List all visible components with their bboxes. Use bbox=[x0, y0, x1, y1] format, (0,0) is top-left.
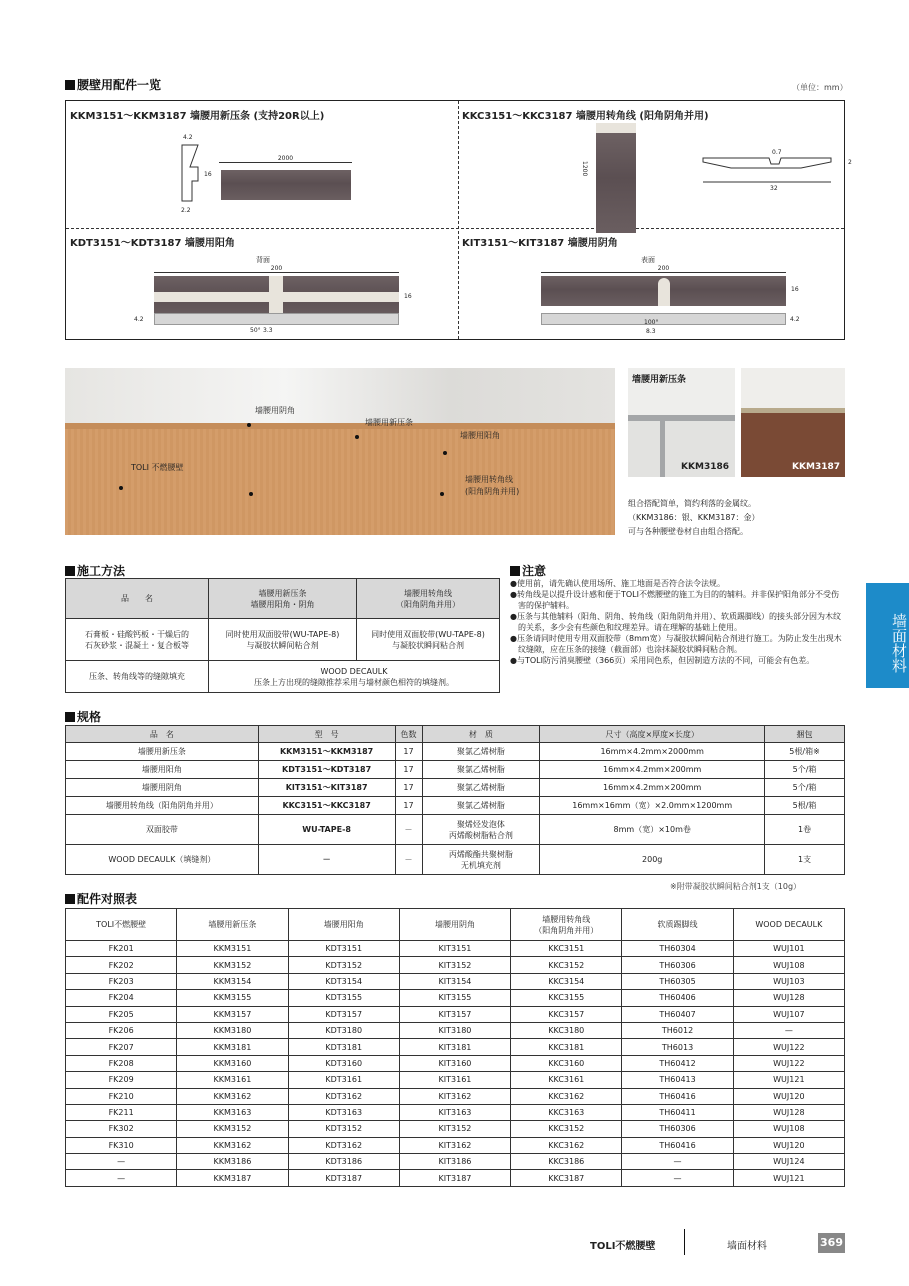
table-cell: FK206 bbox=[66, 1022, 177, 1038]
header-cell: 墙腰用阳角 bbox=[288, 909, 399, 941]
table-cell: KKC3160 bbox=[511, 1055, 622, 1071]
table-cell: — bbox=[622, 1154, 733, 1170]
table-cell: 1支 bbox=[765, 845, 845, 875]
table-cell: — bbox=[622, 1170, 733, 1186]
table-row bbox=[66, 1072, 845, 1088]
table-row bbox=[66, 1154, 845, 1170]
dim-label: 16 bbox=[404, 293, 412, 300]
table-cell: KKC3161 bbox=[511, 1072, 622, 1088]
table-cell: WUJ128 bbox=[733, 990, 844, 1006]
table-cell: TH60413 bbox=[622, 1072, 733, 1088]
table-cell: KIT3155 bbox=[399, 990, 510, 1006]
header-cell: WOOD DECAULK bbox=[733, 909, 844, 941]
dim-label: 16 bbox=[204, 171, 212, 178]
table-cell: KKC3154 bbox=[511, 973, 622, 989]
dim-label: 4.2 bbox=[134, 316, 144, 323]
table-cell: 聚氯乙烯树脂 bbox=[422, 743, 540, 761]
callout-label: 墙腰用阴角 bbox=[255, 406, 295, 415]
inside-corner-image bbox=[541, 276, 786, 306]
header-cell: 捆包 bbox=[765, 726, 845, 743]
header-cell: 墙腰用阴角 bbox=[399, 909, 510, 941]
table-cell: 5个/箱 bbox=[765, 761, 845, 779]
table-row bbox=[66, 1022, 845, 1038]
table-cell: KKM3186 bbox=[177, 1154, 288, 1170]
table-cell: TH60304 bbox=[622, 941, 733, 957]
table-cell: WOOD DECAULK 压条上方出现的缝隙推荐采用与墙材颜色相符的填缝剂。 bbox=[209, 661, 500, 693]
table-cell: KDT3151～KDT3187 bbox=[258, 761, 395, 779]
cell-title: KDT3151～KDT3187 墙腰用阳角 bbox=[70, 238, 235, 249]
table-cell: KIT3160 bbox=[399, 1055, 510, 1071]
table-cell: KIT3162 bbox=[399, 1088, 510, 1104]
header-cell: 材 质 bbox=[422, 726, 540, 743]
table-cell: KKM3187 bbox=[177, 1170, 288, 1186]
profile-section-drawing bbox=[176, 141, 206, 211]
table-cell: KDT3187 bbox=[288, 1170, 399, 1186]
dim-label: 4.2 bbox=[790, 316, 800, 323]
table-cell: TH60407 bbox=[622, 1006, 733, 1022]
table-cell: KKM3161 bbox=[177, 1072, 288, 1088]
table-cell: TH60412 bbox=[622, 1055, 733, 1071]
table-cell: — bbox=[66, 1154, 177, 1170]
table-cell: KKM3155 bbox=[177, 990, 288, 1006]
table-cell: WUJ121 bbox=[733, 1072, 844, 1088]
table-cell: 16mm×4.2mm×2000mm bbox=[540, 743, 765, 761]
table-row bbox=[66, 779, 845, 797]
swatch-label: KKM3186 bbox=[681, 462, 729, 472]
table-cell: FK203 bbox=[66, 973, 177, 989]
table-cell: 17 bbox=[395, 743, 422, 761]
table-cell: 8mm（宽）×10m卷 bbox=[540, 815, 765, 845]
table-cell: KKM3152 bbox=[177, 1121, 288, 1137]
table-cell: 5根/箱※ bbox=[765, 743, 845, 761]
side-label: 背面 bbox=[256, 256, 270, 264]
table-cell: 同时使用双面胶带(WU-TAPE-8) 与凝胶状瞬间粘合剂 bbox=[357, 619, 500, 661]
swatch-kkm3186 bbox=[628, 368, 735, 477]
swatch-title: 墙腰用新压条 bbox=[632, 375, 687, 385]
dim-label: 8.3 bbox=[646, 328, 656, 335]
table-cell: TH60416 bbox=[622, 1088, 733, 1104]
table-row bbox=[66, 1055, 845, 1071]
table-cell: KDT3152 bbox=[288, 1121, 399, 1137]
note-item: ●压条与其他辅料（阳角、阴角、转角线（阳角阴角并用）、软质踢脚线）的接头部分因为木纹的关系，多少会有些颜色和纹理差异。请在理解的基础上使用。 bbox=[510, 612, 841, 632]
outside-corner-side-view bbox=[154, 313, 399, 325]
dim-label: 4.2 bbox=[183, 134, 193, 141]
cell-title: KKC3151～KKC3187 墙腰用转角线 (阳角阴角并用) bbox=[462, 111, 709, 122]
table-cell: 1卷 bbox=[765, 815, 845, 845]
table-cell: KIT3162 bbox=[399, 1137, 510, 1153]
xref-table bbox=[65, 908, 845, 1187]
inside-corner-side-view bbox=[541, 313, 786, 325]
header-cell: 墙腰用新压条 bbox=[177, 909, 288, 941]
table-cell: KKC3181 bbox=[511, 1039, 622, 1055]
footer-divider bbox=[684, 1229, 685, 1255]
footer-brand: TOLI不燃腰壁 bbox=[590, 1241, 656, 1252]
table-cell: TH60306 bbox=[622, 957, 733, 973]
table-cell: KKC3151 bbox=[511, 941, 622, 957]
table-cell: 17 bbox=[395, 761, 422, 779]
table-cell: 压条、转角线等的缝隙填充 bbox=[66, 661, 209, 693]
table-cell: KKM3160 bbox=[177, 1055, 288, 1071]
table-cell: KDT3152 bbox=[288, 957, 399, 973]
corner-product-image bbox=[596, 123, 636, 233]
table-cell: WUJ103 bbox=[733, 973, 844, 989]
table-cell: WUJ121 bbox=[733, 1170, 844, 1186]
table-cell: TH60406 bbox=[622, 990, 733, 1006]
swatch-kkm3187 bbox=[741, 368, 845, 477]
dim-label: 2000 bbox=[219, 156, 352, 163]
xref-title: 配件对照表 bbox=[65, 890, 137, 907]
table-cell: 17 bbox=[395, 797, 422, 815]
installation-photo bbox=[65, 368, 615, 535]
dim-label: 3.3 bbox=[263, 327, 273, 334]
table-cell: WOOD DECAULK（填缝剂） bbox=[66, 845, 259, 875]
table-cell: KIT3151 bbox=[399, 941, 510, 957]
table-cell: FK209 bbox=[66, 1072, 177, 1088]
note-item: ●使用前，请先确认使用场所、施工地面是否符合法令法规。 bbox=[510, 579, 725, 588]
table-cell: 200g bbox=[540, 845, 765, 875]
table-cell: KDT3154 bbox=[288, 973, 399, 989]
footer-section: 墙面材料 bbox=[727, 1241, 767, 1252]
table-row bbox=[66, 1088, 845, 1104]
corner-section-drawing bbox=[701, 146, 841, 186]
notes-title: 注意 bbox=[510, 562, 546, 579]
unit-note: （单位：mm） bbox=[792, 83, 848, 92]
table-row bbox=[66, 797, 845, 815]
cell-title: KKM3151～KKM3187 墙腰用新压条 (支持20R以上) bbox=[70, 111, 325, 122]
table-cell: 16mm×4.2mm×200mm bbox=[540, 779, 765, 797]
table-cell: KIT3152 bbox=[399, 1121, 510, 1137]
callout-label: 墙腰用新压条 bbox=[365, 418, 413, 427]
table-cell: FK205 bbox=[66, 1006, 177, 1022]
accessories-title: 腰壁用配件一览 bbox=[65, 76, 161, 93]
table-cell: 丙烯酸酯共聚树脂 无机填充剂 bbox=[422, 845, 540, 875]
table-cell: 聚氯乙烯树脂 bbox=[422, 779, 540, 797]
header-cell: 软质踢脚线 bbox=[622, 909, 733, 941]
table-cell: － bbox=[258, 845, 395, 875]
table-row bbox=[66, 973, 845, 989]
table-row bbox=[66, 761, 845, 779]
table-row bbox=[66, 957, 845, 973]
table-cell: KDT3163 bbox=[288, 1104, 399, 1120]
table-cell: KIT3186 bbox=[399, 1154, 510, 1170]
table-cell: KKM3157 bbox=[177, 1006, 288, 1022]
table-cell: KDT3155 bbox=[288, 990, 399, 1006]
table-cell: KDT3157 bbox=[288, 1006, 399, 1022]
table-cell: FK210 bbox=[66, 1088, 177, 1104]
table-cell: KKC3155 bbox=[511, 990, 622, 1006]
table-cell: KIT3180 bbox=[399, 1022, 510, 1038]
table-cell: KIT3151～KIT3187 bbox=[258, 779, 395, 797]
table-cell: 聚氯乙烯树脂 bbox=[422, 797, 540, 815]
table-cell: 墙腰用阳角 bbox=[66, 761, 259, 779]
table-row bbox=[66, 1104, 845, 1120]
notes-list bbox=[510, 578, 845, 666]
table-row bbox=[66, 1039, 845, 1055]
callout-label: TOLI 不燃腰壁 bbox=[131, 463, 184, 472]
table-cell: KDT3186 bbox=[288, 1154, 399, 1170]
callout-label: 墙腰用转角线 bbox=[465, 475, 513, 484]
table-cell: KKM3180 bbox=[177, 1022, 288, 1038]
table-cell: KKC3187 bbox=[511, 1170, 622, 1186]
dim-label: 2 bbox=[848, 159, 852, 166]
table-row bbox=[66, 1121, 845, 1137]
table-cell: WU-TAPE-8 bbox=[258, 815, 395, 845]
table-row bbox=[66, 743, 845, 761]
table-cell: FK202 bbox=[66, 957, 177, 973]
table-cell: 同时使用双面胶带(WU-TAPE-8) 与凝胶状瞬间粘合剂 bbox=[209, 619, 357, 661]
spec-title: 规格 bbox=[65, 708, 101, 725]
table-cell: TH6013 bbox=[622, 1039, 733, 1055]
table-cell: KDT3161 bbox=[288, 1072, 399, 1088]
note-item: ●转角线是以提升设计感和便于TOLI不燃腰壁的施工为目的的辅料。并非保护阳角部分不受伤害的保护辅料。 bbox=[510, 590, 839, 610]
table-cell: KIT3152 bbox=[399, 957, 510, 973]
table-cell: KKM3154 bbox=[177, 973, 288, 989]
table-cell: TH60305 bbox=[622, 973, 733, 989]
table-cell: KDT3160 bbox=[288, 1055, 399, 1071]
table-cell: KKC3151～KKC3187 bbox=[258, 797, 395, 815]
dim-label: 200 bbox=[154, 266, 399, 273]
header-cell: TOLI不燃腰壁 bbox=[66, 909, 177, 941]
table-cell: WUJ124 bbox=[733, 1154, 844, 1170]
table-cell: KKC3162 bbox=[511, 1137, 622, 1153]
table-cell: — bbox=[733, 1022, 844, 1038]
table-cell: 16mm×4.2mm×200mm bbox=[540, 761, 765, 779]
dim-label: 200 bbox=[541, 266, 786, 273]
table-cell: KIT3157 bbox=[399, 1006, 510, 1022]
table-cell: WUJ122 bbox=[733, 1039, 844, 1055]
dim-label: 1200 bbox=[581, 161, 588, 177]
method-table bbox=[65, 578, 500, 693]
swatch-label: KKM3187 bbox=[792, 462, 840, 472]
table-row bbox=[66, 941, 845, 957]
table-cell: WUJ120 bbox=[733, 1137, 844, 1153]
table-cell: 石膏板・硅酸钙板・干燥后的 石灰砂浆・混凝土・复合板等 bbox=[66, 619, 209, 661]
table-cell: KKC3162 bbox=[511, 1088, 622, 1104]
table-cell: KIT3154 bbox=[399, 973, 510, 989]
callout-label: 墙腰用阳角 bbox=[460, 431, 500, 440]
method-title: 施工方法 bbox=[65, 562, 125, 579]
table-cell: WUJ108 bbox=[733, 1121, 844, 1137]
table-cell: KDT3162 bbox=[288, 1088, 399, 1104]
table-cell: WUJ120 bbox=[733, 1088, 844, 1104]
table-cell: KIT3161 bbox=[399, 1072, 510, 1088]
table-cell: KKC3180 bbox=[511, 1022, 622, 1038]
table-cell: 聚烯烃发泡体 丙烯酸树脂粘合剂 bbox=[422, 815, 540, 845]
section-tab[interactable]: 墙面材料 bbox=[866, 583, 909, 688]
table-cell: KIT3163 bbox=[399, 1104, 510, 1120]
table-row bbox=[66, 1006, 845, 1022]
callout-label: (阳角阴角并用) bbox=[465, 487, 520, 496]
table-cell: KKC3152 bbox=[511, 1121, 622, 1137]
dim-label: 32 bbox=[770, 185, 778, 192]
table-cell: KDT3151 bbox=[288, 941, 399, 957]
dim-label: 0.7 bbox=[772, 149, 782, 156]
table-cell: 墙腰用阴角 bbox=[66, 779, 259, 797]
molding-product-image bbox=[221, 170, 351, 200]
table-cell: FK204 bbox=[66, 990, 177, 1006]
table-cell: WUJ108 bbox=[733, 957, 844, 973]
table-cell: KKC3163 bbox=[511, 1104, 622, 1120]
table-cell: KKM3152 bbox=[177, 957, 288, 973]
table-row bbox=[66, 845, 845, 875]
dim-label: 100° bbox=[644, 319, 659, 326]
table-cell: TH60416 bbox=[622, 1137, 733, 1153]
table-cell: WUJ128 bbox=[733, 1104, 844, 1120]
swatch-caption bbox=[628, 497, 760, 539]
table-cell: KKM3151 bbox=[177, 941, 288, 957]
table-cell: KIT3187 bbox=[399, 1170, 510, 1186]
table-cell: FK208 bbox=[66, 1055, 177, 1071]
table-cell: － bbox=[395, 815, 422, 845]
dim-label: 2.2 bbox=[181, 207, 191, 214]
caption-line: （KKM3186：银、KKM3187：金） bbox=[628, 513, 760, 522]
table-cell: 5个/箱 bbox=[765, 779, 845, 797]
table-cell: KKM3162 bbox=[177, 1088, 288, 1104]
spec-footnote: ※附带凝胶状瞬间粘合剂1支（10g） bbox=[670, 882, 802, 891]
dim-label: 16 bbox=[791, 286, 799, 293]
table-cell: KKM3151～KKM3187 bbox=[258, 743, 395, 761]
spec-table bbox=[65, 725, 845, 875]
table-cell: WUJ101 bbox=[733, 941, 844, 957]
table-cell: 17 bbox=[395, 779, 422, 797]
table-row bbox=[66, 815, 845, 845]
accessories-diagram-box bbox=[65, 100, 852, 340]
table-cell: KKM3181 bbox=[177, 1039, 288, 1055]
table-cell: 双面胶带 bbox=[66, 815, 259, 845]
table-cell: 墙腰用新压条 bbox=[66, 743, 259, 761]
table-row bbox=[66, 1170, 845, 1186]
table-cell: FK310 bbox=[66, 1137, 177, 1153]
header-cell: 色数 bbox=[395, 726, 422, 743]
table-row bbox=[66, 1137, 845, 1153]
table-row bbox=[66, 990, 845, 1006]
table-cell: － bbox=[395, 845, 422, 875]
table-cell: KKC3157 bbox=[511, 1006, 622, 1022]
table-cell: TH60306 bbox=[622, 1121, 733, 1137]
table-cell: KKM3162 bbox=[177, 1137, 288, 1153]
note-item: ●压条请同时使用专用双面胶带（8mm宽）与凝胶状瞬间粘合剂进行施工。为防止发生出现木纹缝隙，应在压条的接缝（截面部）也涂抹凝胶状瞬间粘合剂。 bbox=[510, 634, 842, 654]
header-cell: 品 名 bbox=[66, 726, 259, 743]
table-cell: 墙腰用转角线（阳角阴角并用） bbox=[66, 797, 259, 815]
table-cell: KKM3163 bbox=[177, 1104, 288, 1120]
header-cell: 墙腰用转角线 （阳角阴角并用） bbox=[511, 909, 622, 941]
table-cell: 16mm×16mm（宽）×2.0mm×1200mm bbox=[540, 797, 765, 815]
caption-line: 组合搭配简单，简约利落的金属纹。 bbox=[628, 499, 756, 508]
caption-line: 可与各种腰壁卷材自由组合搭配。 bbox=[628, 527, 748, 536]
table-cell: KDT3162 bbox=[288, 1137, 399, 1153]
table-cell: KDT3181 bbox=[288, 1039, 399, 1055]
table-cell: FK207 bbox=[66, 1039, 177, 1055]
table-cell: KKC3186 bbox=[511, 1154, 622, 1170]
table-cell: 5根/箱 bbox=[765, 797, 845, 815]
table-cell: 聚氯乙烯树脂 bbox=[422, 761, 540, 779]
header-cell: 尺寸（高度×厚度×长度） bbox=[540, 726, 765, 743]
header-cell: 品 名 bbox=[66, 579, 209, 619]
table-cell: KIT3181 bbox=[399, 1039, 510, 1055]
header-cell: 墙腰用新压条 墙腰用阳角・阴角 bbox=[209, 579, 357, 619]
table-cell: — bbox=[66, 1170, 177, 1186]
header-cell: 墙腰用转角线 （阳角阴角并用） bbox=[357, 579, 500, 619]
page-number: 369 bbox=[818, 1233, 845, 1253]
table-cell: FK201 bbox=[66, 941, 177, 957]
table-cell: FK211 bbox=[66, 1104, 177, 1120]
side-label: 表面 bbox=[641, 256, 655, 264]
table-cell: FK302 bbox=[66, 1121, 177, 1137]
note-item: ●与TOLI防污消臭腰壁（366页）采用同色系，但因制造方法的不同，可能会有色差。 bbox=[510, 656, 815, 665]
cell-title: KIT3151～KIT3187 墙腰用阴角 bbox=[462, 238, 618, 249]
table-cell: KDT3180 bbox=[288, 1022, 399, 1038]
table-cell: TH6012 bbox=[622, 1022, 733, 1038]
dim-label: 50° bbox=[250, 327, 261, 334]
header-cell: 型 号 bbox=[258, 726, 395, 743]
table-cell: KKC3152 bbox=[511, 957, 622, 973]
table-cell: WUJ107 bbox=[733, 1006, 844, 1022]
table-cell: WUJ122 bbox=[733, 1055, 844, 1071]
table-cell: TH60411 bbox=[622, 1104, 733, 1120]
